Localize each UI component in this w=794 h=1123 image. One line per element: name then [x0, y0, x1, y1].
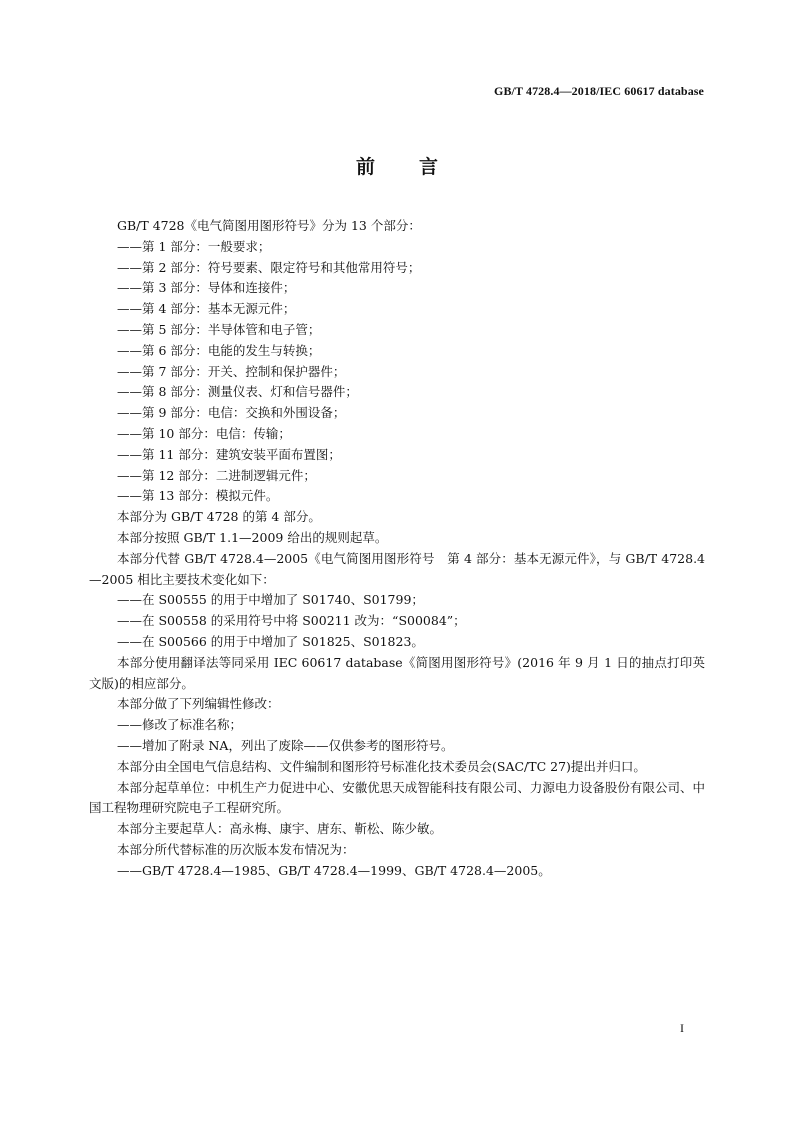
- list-item-part-1: ——第 1 部分：一般要求；: [117, 238, 271, 254]
- paragraph-proposer: 本部分由全国电气信息结构、文件编制和图形符号标准化技术委员会(SAC/TC 27)提出并归口。: [117, 758, 646, 774]
- list-item-part-11: ——第 11 部分：建筑安装平面布置图；: [117, 446, 341, 462]
- paragraph-drafters: 本部分主要起草人：高永梅、康宇、唐东、靳松、陈少敏。: [117, 821, 443, 837]
- paragraph-editorial-changes: 本部分做了下列编辑性修改：: [117, 696, 280, 712]
- paragraph-drafting-rules: 本部分按照 GB/T 1.1—2009 给出的规则起草。: [117, 529, 388, 545]
- list-item-part-3: ——第 3 部分：导体和连接件；: [117, 280, 296, 296]
- list-item-part-8: ——第 8 部分：测量仪表、灯和信号器件；: [117, 384, 358, 400]
- page-title: 前言: [355, 156, 482, 178]
- paragraph-intro: GB/T 4728《电气简图用图形符号》分为 13 个部分：: [117, 218, 421, 233]
- list-item-part-12: ——第 12 部分：二进制逻辑元件；: [117, 467, 316, 483]
- list-item-part-5: ——第 5 部分：半导体管和电子管；: [117, 321, 321, 337]
- paragraph-drafting-units: 本部分起草单位：中机生产力促进中心、安徽优思天成智能科技有限公司、力源电力设备股份有限公司、中国工程物理研究院电子工程研究所。: [89, 779, 705, 816]
- list-item-part-4: ——第 4 部分：基本无源元件；: [117, 301, 296, 317]
- list-item-part-13: ——第 13 部分：模拟元件。: [117, 488, 279, 504]
- list-item-part-10: ——第 10 部分：电信：传输；: [117, 425, 291, 441]
- list-item-part-7: ——第 7 部分：开关、控制和保护器件；: [117, 363, 346, 379]
- list-item-change-2: ——在 S00558 的采用符号中将 S00211 改为：“S00084”；: [117, 613, 466, 629]
- page-number: I: [680, 1021, 684, 1035]
- paragraph-history: 本部分所代替标准的历次版本发布情况为：: [117, 841, 355, 857]
- list-item-part-6: ——第 6 部分：电能的发生与转换；: [117, 342, 321, 358]
- paragraph-part-statement: 本部分为 GB/T 4728 的第 4 部分。: [117, 509, 321, 525]
- list-item-part-2: ——第 2 部分：符号要素、限定符号和其他常用符号；: [117, 259, 421, 275]
- list-item-change-3: ——在 S00566 的用于中增加了 S01825、S01823。: [117, 633, 424, 649]
- list-item-part-9: ——第 9 部分：电信：交换和外围设备；: [117, 405, 346, 421]
- list-item-editorial-2: ——增加了附录 NA，列出了废除——仅供参考的图形符号。: [117, 737, 454, 753]
- list-item-editorial-1: ——修改了标准名称；: [117, 717, 243, 733]
- paragraph-translation: 本部分使用翻译法等同采用 IEC 60617 database《简图用图形符号》(2016 年 9 月 1 日的抽点打印英文版)的相应部分。: [89, 654, 705, 691]
- list-item-history: ——GB/T 4728.4—1985、GB/T 4728.4—1999、GB/T 4728.4—2005。: [117, 862, 551, 878]
- list-item-change-1: ——在 S00555 的用于中增加了 S01740、S01799；: [117, 592, 424, 608]
- paragraph-replacement: 本部分代替 GB/T 4728.4—2005《电气简图用图形符号 第 4 部分：基本无源元件》，与 GB/T 4728.4—2005 相比主要技术变化如下：: [89, 550, 705, 587]
- foreword-body: [89, 216, 705, 882]
- standard-code-header: GB/T 4728.4—2018/IEC 60617 database: [494, 84, 704, 98]
